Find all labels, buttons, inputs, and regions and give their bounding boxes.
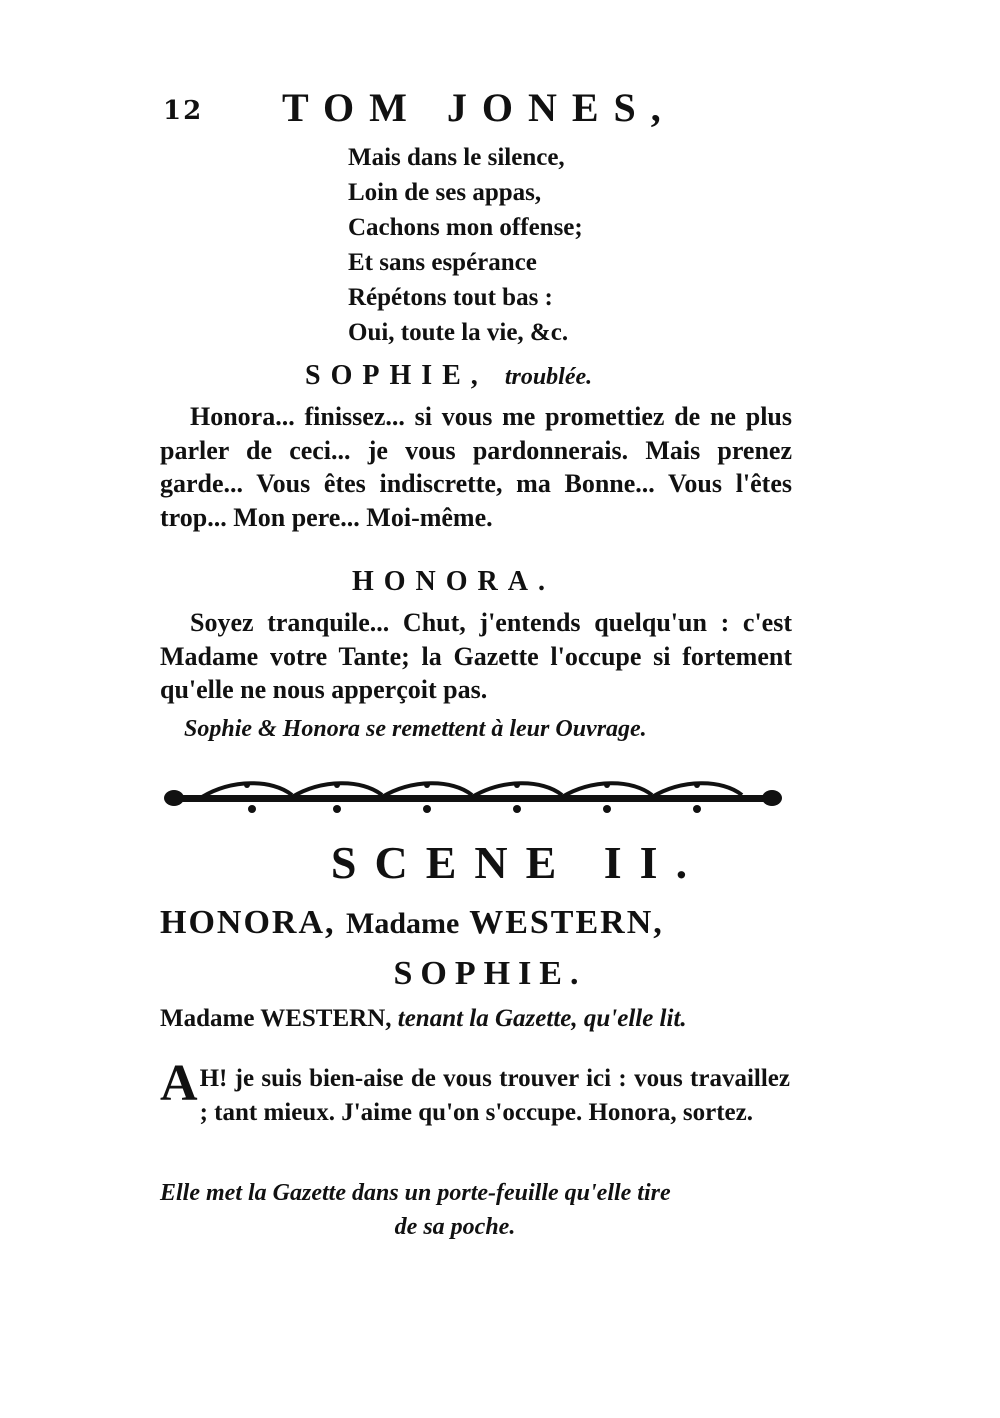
stage-line: de sa poche.	[394, 1214, 516, 1240]
western-speech-text	[160, 1055, 790, 1130]
page-number: 12	[163, 96, 204, 126]
speaker-name: SOPHIE,	[305, 360, 488, 391]
speaker-direction: tenant la Gazette, qu'elle lit.	[397, 1005, 687, 1032]
dropcap: A	[160, 1055, 198, 1112]
verse-block	[348, 140, 583, 350]
verse-line: Cachons mon offense;	[348, 214, 583, 241]
cast-name: HONORA,	[160, 904, 336, 941]
speaker-direction: troublée.	[504, 364, 593, 390]
speaker-name: Madame WESTERN,	[160, 1005, 392, 1032]
sophie-speech-text	[160, 400, 792, 534]
running-title: TOM JONES,	[282, 85, 676, 130]
speaker-western	[160, 1005, 687, 1033]
stage-direction: Sophie & Honora se remettent à leur Ouvrage.	[184, 716, 647, 742]
scene-cast	[160, 898, 790, 999]
cast-line: SOPHIE.	[393, 955, 587, 992]
scene-title: SCENE II.	[330, 837, 706, 888]
verse-line: Répétons tout bas :	[348, 284, 553, 311]
speaker-sophie	[305, 360, 592, 392]
honora-speech-text	[160, 606, 792, 707]
verse-line: Mais dans le silence,	[348, 144, 565, 171]
verse-line: Oui, toute la vie, &c.	[348, 319, 569, 346]
speech-text: Honora... finissez... si vous me promettiez de ne plus parler de ceci... je vous pardonnerais. Mais prenez garde... Vous êtes indiscrette, ma Bonne... Vous l'êtes trop... Mon pere... Moi-même.	[160, 402, 792, 532]
cast-line	[160, 898, 790, 949]
speech-text: Soyez tranquile... Chut, j'entends quelqu'un : c'est Madame votre Tante; la Gazette l'occupe si fortement qu'elle ne nous apperçoit pas.	[160, 608, 792, 704]
closing-stage-direction	[160, 1176, 790, 1244]
cast-title: Madame	[346, 907, 460, 940]
verse-line: Et sans espérance	[348, 249, 537, 276]
speaker-honora: HONORA.	[352, 566, 555, 597]
cast-name: WESTERN,	[469, 904, 664, 941]
speech-text: H! je suis bien-aise de vous trouver ici : vous travaillez ; tant mieux. J'aime qu'on s'occupe. Honora, sortez.	[199, 1065, 790, 1126]
ornament-divider	[162, 775, 784, 823]
stage-line: Elle met la Gazette dans un porte-feuille qu'elle tire	[160, 1180, 671, 1206]
verse-line: Loin de ses appas,	[348, 179, 542, 206]
